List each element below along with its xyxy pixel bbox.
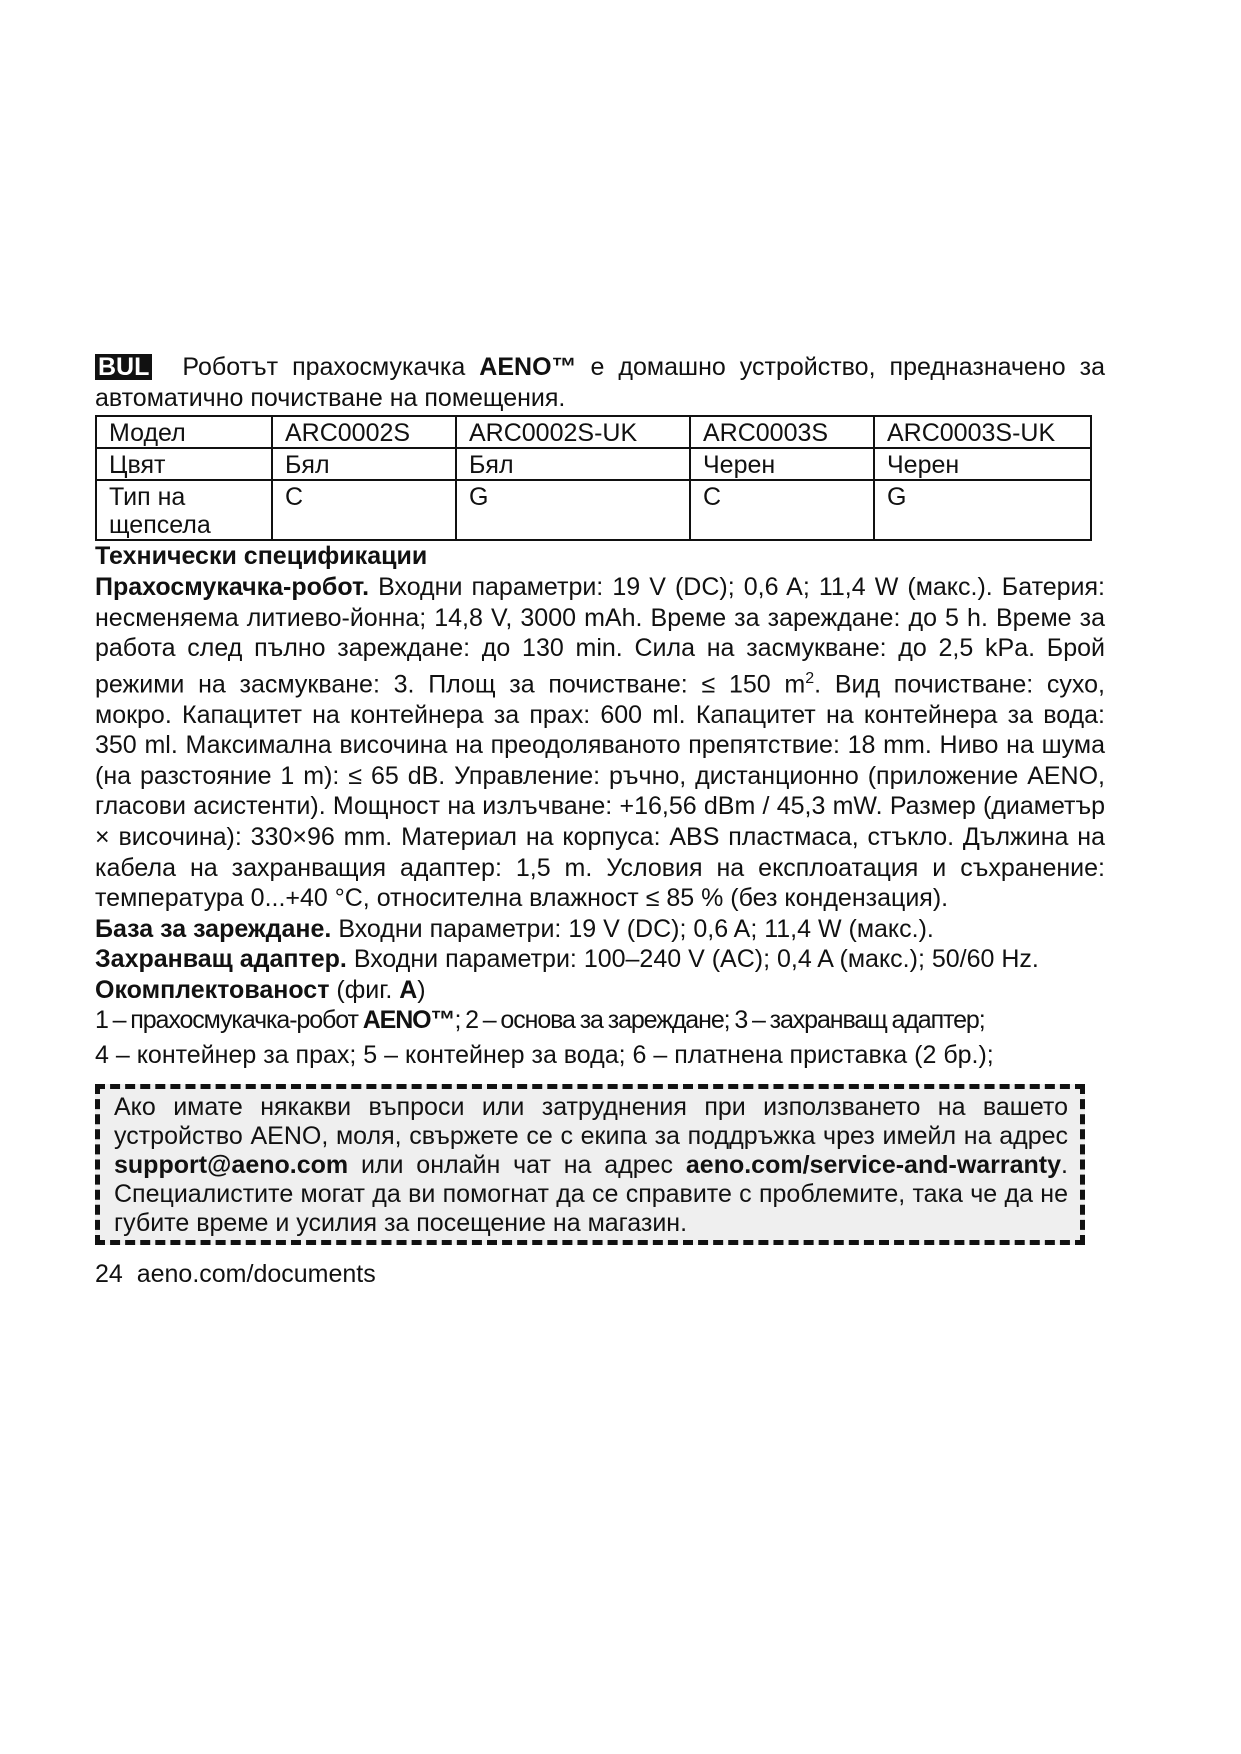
intro-text-before: Роботът прахосмукачка (182, 353, 480, 381)
table-cell: C (272, 480, 456, 540)
adapter-specs-text: Входни параметри: 100–240 V (AC); 0,4 A (макс.); 50/60 Hz. (346, 945, 1039, 974)
table-cell: Черен (874, 448, 1091, 480)
base-label: База за зареждане. (95, 914, 332, 943)
note-text-3: . Специалистите могат да ви помогнат да се справите с проблемите, така че да не губите време и усилия за посещение на магазин. (114, 1151, 1068, 1238)
table-cell: ARC0002S (272, 416, 456, 448)
robot-specs-paragraph (95, 572, 1105, 914)
support-email-link[interactable]: support@aeno.com (114, 1151, 349, 1180)
manual-page (95, 352, 1105, 1290)
models-table (95, 415, 1092, 541)
table-row (96, 416, 1091, 448)
fig-suffix: ) (417, 975, 426, 1004)
table-cell: Тип на щепсела (96, 480, 272, 540)
contents-line-1-before: 1 – прахосмукачка-робот (95, 1006, 363, 1035)
table-cell: Модел (96, 416, 272, 448)
contents-brand: AENO™ (362, 1006, 455, 1035)
note-text-2: или онлайн чат на адрес (348, 1151, 686, 1180)
table-cell: Черен (690, 448, 874, 480)
page-number: 24 (95, 1260, 123, 1289)
table-cell: Бял (272, 448, 456, 480)
superscript: 2 (805, 669, 815, 687)
table-cell: ARC0003S (690, 416, 874, 448)
table-cell: ARC0002S-UK (456, 416, 690, 448)
table-cell: G (874, 480, 1091, 540)
base-specs-paragraph (95, 914, 1105, 945)
support-note-box (95, 1084, 1085, 1245)
documents-link[interactable]: aeno.com/documents (136, 1260, 376, 1289)
table-row (96, 480, 1091, 540)
contents-line-1-after: ; 2 – основа за зареждане; 3 – захранващ адаптер; (454, 1006, 985, 1035)
intro-text-after: е домашно устройство, предназначено за автоматично почистване на помещения. (95, 353, 1105, 412)
service-warranty-link[interactable]: aeno.com/service-and-warranty (685, 1151, 1062, 1180)
note-text-1: Ако имате някакви въпроси или затруднения при използването на вашето устройство AENO, моля, свържете се с екипа за поддръжка чрез имейл на адрес (114, 1093, 1068, 1151)
table-cell: Цвят (96, 448, 272, 480)
table-cell: C (690, 480, 874, 540)
contents-heading: Окомплектованост (95, 975, 330, 1004)
adapter-specs-paragraph (95, 944, 1105, 975)
brand-name: AENO™ (479, 353, 577, 381)
robot-specs-text-2: . Вид почистване: сухо, мокро. Капацитет на контейнера за прах: 600 ml. Капацитет на контейнера за вода: 350 ml. Максимална височина на преодоляваното препятствие: 18 mm. Ниво на шума (на разстояние 1 m): ≤ 65 dB. Управление: ръчно, дистанционно (приложение AENO, гласови асистенти). Мощност на излъчване: +16,56 dBm / 45,3 mW. Размер (диаметър × височина): 330×96 mm. Материал на корпуса: ABS пластмаса, стъкло. Дължина на кабела на захранващия адаптер: 1,5 m. Условия на експлоатация и съхранение: температура 0...+40 °C, относителна влажност ≤ 85 % (без кондензация). (95, 670, 1105, 913)
table-cell: Бял (456, 448, 690, 480)
intro-paragraph (95, 352, 1105, 413)
fig-letter: A (399, 975, 418, 1004)
specs-heading: Технически спецификации (95, 542, 428, 570)
page-footer (95, 1259, 1105, 1290)
table-cell: G (456, 480, 690, 540)
contents-line-2: 4 – контейнер за прах; 5 – контейнер за вода; 6 – платнена приставка (2 бр.); (95, 1040, 994, 1069)
contents-line-1 (95, 1005, 1105, 1036)
robot-label: Прахосмукачка-робот. (95, 573, 370, 601)
table-row (96, 448, 1091, 480)
robot-specs-text: Входни параметри: 19 V (DC); 0,6 A; 11,4 W (макс.). Батерия: несменяема литиево-йонна; 14,8 V, 3000 mAh. Време за зареждане: до 5 h. Време за работа след пълно зареждане: до 130 min. Сила на засмукване: до 2,5 kPa. Брой режими на засмукване: 3. Площ за почистване: ≤ 150 m (95, 573, 1105, 699)
table-cell: ARC0003S-UK (874, 416, 1091, 448)
language-badge: BUL (95, 354, 152, 380)
adapter-label: Захранващ адаптер. (95, 945, 347, 974)
contents-heading-line (95, 975, 1105, 1006)
base-specs-text: Входни параметри: 19 V (DC); 0,6 A; 11,4 W (макс.). (331, 914, 934, 943)
fig-prefix: (фиг. (329, 975, 400, 1004)
